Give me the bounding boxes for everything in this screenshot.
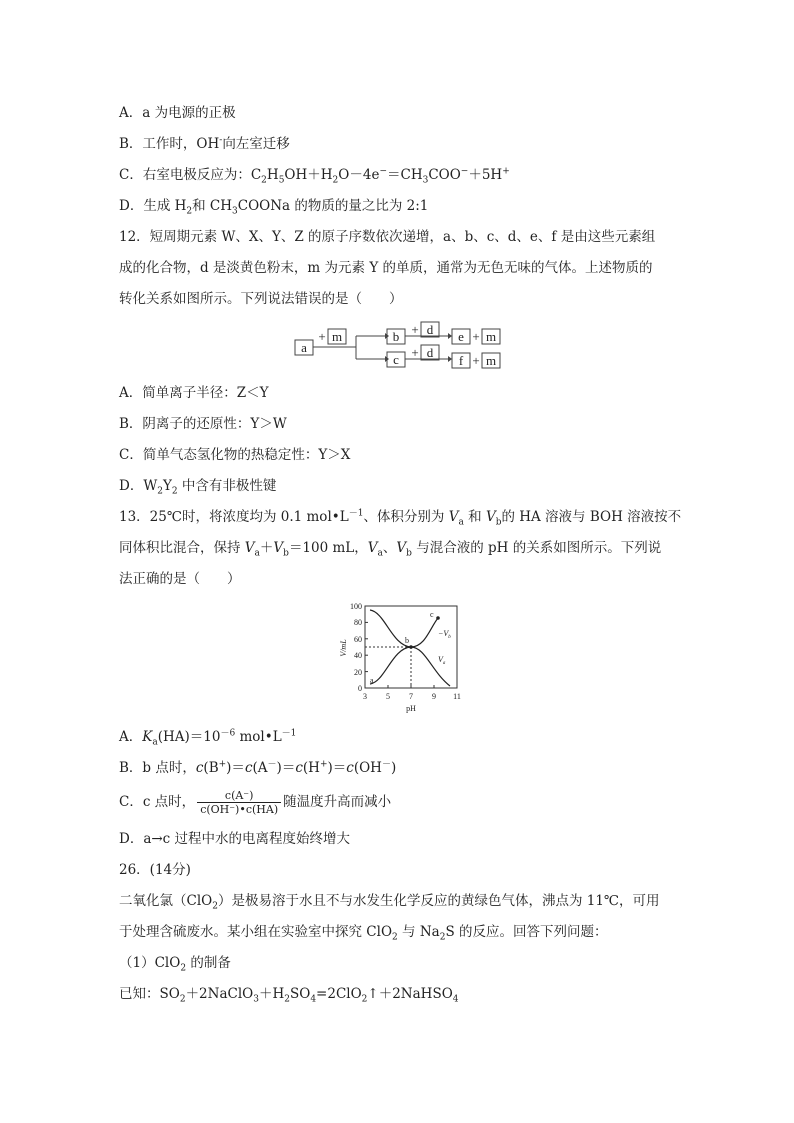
q26-line-1: 二氧化氯（ClO$_2$）是极易溶于水且不与水发生化学反应的黄绿色气体，沸点为 11℃，可用 [119,893,660,912]
node-m-top: m [485,329,497,344]
fraction: $\frac{c(A^-)}{c(OH^-)•c(HA)}$ [197,789,281,816]
q26-line-2: 于处理含硫废水。某小组在实验室中探究 ClO$_2$ 与 $Na_2S$ 的反应。回答下列问题： [119,924,608,943]
node-m: m [331,329,343,344]
q12-stem-line-1: 12．短周期元素 W、X、Y、Z 的原子序数依次递增，a、b、c、d、e、f 是由这些元素组 [119,229,656,245]
point-b: b [405,636,409,645]
svg-text:7: 7 [409,692,413,701]
q12-stem-line-2: 成的化合物，d 是淡黄色粉末，m 为元素 Y 的单质，通常为无色无味的气体。上述物质的 [119,260,653,276]
curve-vb [370,610,438,647]
svg-text:100: 100 [350,602,362,611]
node-f: f [458,353,464,368]
node-b: b [392,329,400,344]
plus-2: + [411,322,419,337]
node-a: a [301,340,307,355]
q13-stem-line-2: 同体积比混合，保持 $V_a+V_b=100$ mL，$V_a$、$V_b$ 与混合液的 pH 的关系如图所示。下列说 [119,540,662,559]
q13-option-c: C．c 点时， $\frac{c(A^-)}{c(OH^-)•c(HA)}$ 随温度升高而减小 [119,789,392,816]
q12-option-a: A．简单离子半径：Z＜Y [119,385,269,401]
q11-option-a: A．a 为电源的正极 [119,105,236,121]
node-e: e [458,329,464,344]
node-m-bottom: m [485,353,497,368]
node-c: c [393,352,399,367]
q12-option-c: C．简单气态氢化物的热稳定性：Y＞X [119,447,351,463]
q12-stem-line-3: 转化关系如图所示。下列说法错误的是（ ） [119,291,403,307]
q12-option-b: B．阴离子的还原性：Y＞W [119,416,287,432]
q11-option-c: C．右室电极反应为：$C_2H_5OH+H_2O-4e^-=CH_3COO^-+5H^+$ [119,166,510,186]
svg-text:5: 5 [386,692,390,701]
curve-va-label: $V_a$ [438,655,446,666]
y-axis-label: V/mL [339,639,348,657]
q26-title: 26．(14分) [119,862,191,878]
q12-option-d: D．$W_2Y_2$ 中含有非极性键 [119,478,277,497]
node-d-top: d [426,322,434,337]
svg-text:40: 40 [354,651,362,660]
q11-option-d: D．生成 $H_2$和 $CH_3COONa$ 的物质的量之比为 2:1 [119,198,429,217]
q13-option-d: D．a→c 过程中水的电离程度始终增大 [119,831,351,847]
plus-1: + [318,329,326,344]
q26-line-3: （1）ClO$_2$ 的制备 [119,955,231,974]
q13-option-b: B．b 点时，c(B+)＝c(A－)＝c(H+)＝c(OH－) [119,759,397,776]
point-a: a [370,676,374,685]
svg-text:0: 0 [358,684,362,693]
svg-text:60: 60 [354,635,362,644]
curve-va [370,647,450,686]
q13-stem-line-3: 法正确的是（ ） [119,571,241,587]
svg-text:20: 20 [354,668,362,677]
q13-ph-volume-graph [330,600,470,716]
node-d-bottom: d [426,345,434,360]
q13-stem-line-1: 13．25℃时，将浓度均为 0.1 $mol•L^{-1}$、体积分别为 $V_a$ 和 $V_b$的 HA 溶液与 BOH 溶液按不 [119,508,682,528]
plus-3: + [411,345,419,360]
svg-text:9: 9 [432,692,436,701]
q12-conversion-diagram [290,320,510,376]
svg-text:3: 3 [363,692,367,701]
curve-vb-label: $-V_b$ [438,629,451,640]
plus-4: + [472,329,480,344]
q11-option-b: B．工作时，OH-向左室迁移 [119,135,290,152]
q13-option-a: A．$K_a(HA)=10^{-6}$ $mol•L^{-1}$ [119,728,297,748]
x-axis-label: pH [406,704,416,713]
svg-text:11: 11 [453,692,461,701]
svg-text:80: 80 [354,618,362,627]
point-c: c [430,610,434,619]
plus-5: + [472,353,480,368]
q26-equation: 已知：$SO_2+2NaClO_3+H_2SO_4=2ClO_2↑+2NaHSO_4$ [119,986,459,1005]
